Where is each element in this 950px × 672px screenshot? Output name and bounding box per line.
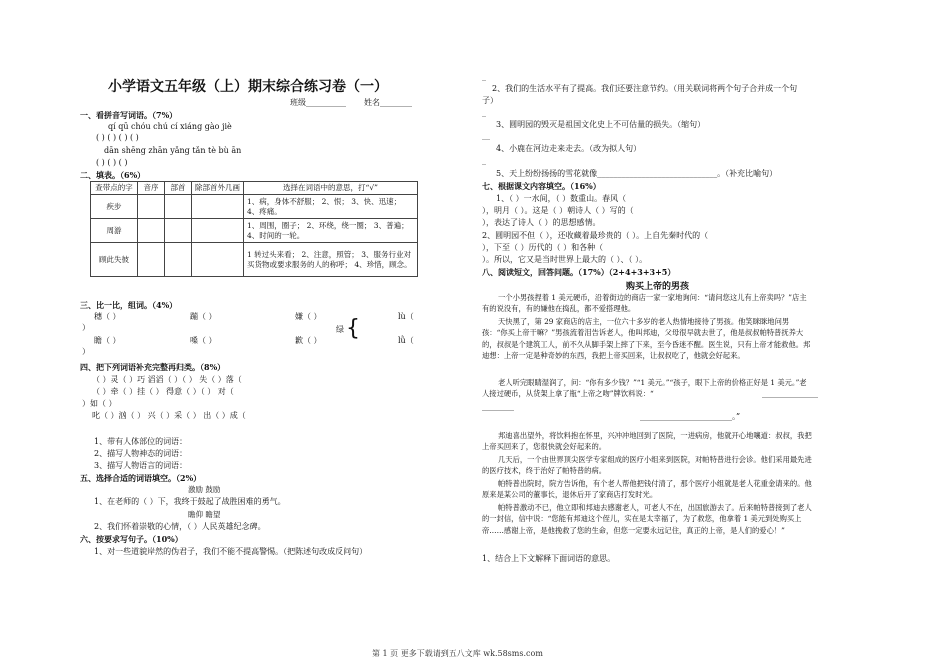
section-4-heading: 四、把下列词语补充完整再归类。（8%） xyxy=(80,362,226,372)
table-header-cell: 查带点的字 xyxy=(91,182,138,195)
pinyin-row-2: dān shēng zhān yǎng tǎn tè bù ān xyxy=(104,146,242,155)
table-row xyxy=(91,195,418,219)
word-options: 瞻仰 瞻望 xyxy=(188,510,221,519)
section-8-heading: 八、阅读短文，回答问题。（17%）（2+4+3+3+5） xyxy=(482,267,676,277)
row-word: 疾步 xyxy=(91,195,138,219)
section-1-heading: 一、看拼音写词语。（7%） xyxy=(80,110,178,120)
page-footer: 第 1 页 更多下载请到五八文库 wk.58sms.com xyxy=(372,649,543,658)
recall-line: ），下至（ ）历代的（ ）和各种（ xyxy=(482,243,604,252)
story-paragraph: 老人听完眼睛湿润了，问：“你有多少钱？”“1 美元。”“孩子，眼下上帝的价格正好是 1 美元。”老人接过硬币，从货架上拿了瓶“上帝之吻”牌饮料说：“ xyxy=(482,378,807,399)
sentence-question: 5、天上纷纷扬扬的雪花就像______________________________。（补充比喻句） xyxy=(496,169,778,178)
section-7-heading: 七、根据课文内容填空。（16%） xyxy=(482,181,601,191)
row-meanings: 1 转过头来看； 2、注意，照管； 3、服务行业对买货物或要求服务的人的称呼； 4、珍惜，顾念。 xyxy=(244,243,418,277)
blank-cell[interactable] xyxy=(192,219,244,243)
answer-blank-end[interactable]: _______________________。” xyxy=(640,412,741,421)
blank-cell[interactable] xyxy=(138,195,165,219)
recall-line: 2、圆明园不但（ ），还收藏着最珍贵的（ ）。上自先秦时代的（ xyxy=(482,231,709,240)
blank-cell[interactable] xyxy=(165,243,192,277)
row-word: 周游 xyxy=(91,219,138,243)
bracket-row-2: ( ) ( ) ( ) xyxy=(96,158,128,167)
table-header-cell: 选择在词语中的意思，打“√” xyxy=(244,182,418,195)
table-header-cell: 除部首外几画 xyxy=(192,182,244,195)
pinyin-row-1: qí qū chóu chú cí xiáng gào jiè xyxy=(108,122,232,131)
section-3-heading: 三、比一比，组词。（4%） xyxy=(80,300,178,310)
compare-item: 嗓（ ） xyxy=(190,336,217,345)
category-line: 2、描写人物神态的词语： xyxy=(94,449,188,458)
answer-blank[interactable]: ________ xyxy=(482,402,514,411)
page-title: 小学语文五年级（上）期末综合练习卷（一） xyxy=(108,79,388,95)
blank-cell[interactable] xyxy=(192,195,244,219)
compare-close: ） xyxy=(82,347,90,356)
category-line: 3、描写人物语言的词语： xyxy=(94,461,188,470)
sentence-question: 3、圆明园的毁灭是祖国文化史上不可估量的损失。（缩句） xyxy=(496,120,706,129)
section-6-heading: 六、按要求写句子。（10%） xyxy=(80,534,183,544)
compare-item: 穗（ ） xyxy=(94,312,121,321)
row-meanings: 1、病，身体不舒服； 2、恨； 3、快、迅速； 4、疼痛。 xyxy=(244,195,418,219)
idiom-line: ）如（ ） xyxy=(82,399,117,408)
table-header-row xyxy=(91,182,418,195)
bracket-row-1: ( ) ( ) ( ) ( ) xyxy=(96,133,139,142)
compare-item: 瞻（ ） xyxy=(94,336,121,345)
recall-line: ）。所以，它又是当时世界上最大的（ ）、（ ）。 xyxy=(482,255,648,264)
recall-line: 1、（ ）一水间，（ ）数重山。春风（ xyxy=(496,194,627,203)
compare-item: lǜ（ xyxy=(398,336,414,345)
fill-question: 1、在老师的（ ）下，我终于鼓起了战胜困难的勇气。 xyxy=(94,497,286,506)
idiom-line: （ ）灵（ ）巧 滔滔（ ）（ ） 失（ ）落（ xyxy=(92,375,242,384)
story-paragraph: 邦迪喜出望外，将饮料抱在怀里，兴冲冲地回到了医院，一进病房，他就开心地嚷道：叔叔，我把上帝买回来了，您很快就会好起来的。 xyxy=(482,431,812,452)
sentence-question: 4、小鹿在河边走来走去。（改为拟人句） xyxy=(496,144,642,153)
table-header-cell: 部首 xyxy=(165,182,192,195)
section-2-heading: 二、填表。（6%） xyxy=(80,170,146,180)
answer-line: _ xyxy=(482,156,486,165)
compare-item: 嫌（ ） xyxy=(295,312,322,321)
answer-line: _ xyxy=(482,72,486,81)
brace-icon: { xyxy=(346,316,360,341)
reading-question: 1、结合上下文解释下面词语的意思。 xyxy=(482,554,616,563)
name-field: 姓名________ xyxy=(364,98,412,107)
story-paragraph: 几天后，一个由世界顶尖医学专家组成的医疗小组来到医院，对帕特普进行会诊。他们采用最先进的医疗技术，终于治好了帕特普的病。 xyxy=(482,455,812,476)
sentence-question: 2、我们的生活水平有了提高。我们还要注意节约。（用关联词将两个句子合并成一个句 xyxy=(492,84,798,93)
story-paragraph: 天快黑了，第 29 家商店的店主，一位六十多岁的老人热情地接待了男孩。他笑眯眯地问男孩：“你买上帝干嘛？”男孩流着泪告诉老人，他叫邦迪，父母很早就去世了，他是叔叔帕特普抚养大的，叔叔是个建筑工人，前不久从脚手架上摔了下来，至今昏迷不醒。医生说，只有上帝才能救他。邦迪想：上帝一定是种奇妙的东西，我把上帝买回来，让叔叔吃了，他就会好起来。 xyxy=(482,317,811,361)
blank-cell[interactable] xyxy=(165,219,192,243)
compare-center-word: 绿 xyxy=(336,325,344,334)
fill-question: 2、我们怀着崇敬的心情，（ ）人民英雄纪念碑。 xyxy=(94,522,266,531)
blank-cell[interactable] xyxy=(138,243,165,277)
section-5-heading: 五、选择合适的词语填空。（2%） xyxy=(80,473,202,483)
row-word: 顾此失彼 xyxy=(91,243,138,277)
idiom-line: （ ）牵（ ）挂（ ） 得意（ ）（ ） 对（ xyxy=(92,387,234,396)
sentence-question: 1、对一些道貌岸然的伪君子，我们不能不提高警惕。（把陈述句改成反问句） xyxy=(94,547,368,556)
word-options: 激励 鼓励 xyxy=(188,485,221,494)
class-field: 班级__________ xyxy=(290,98,346,107)
table-header-cell: 音序 xyxy=(138,182,165,195)
sentence-question-cont: 子） xyxy=(482,96,498,105)
table-row xyxy=(91,219,418,243)
answer-line: _ xyxy=(482,108,486,117)
blank-cell[interactable] xyxy=(192,243,244,277)
compare-item: lù（ xyxy=(398,312,414,321)
category-line: 1、带有人体部位的词语： xyxy=(94,437,188,446)
recall-line: ），表达了诗人（ ）的思想感情。 xyxy=(482,218,601,227)
meaning-table xyxy=(90,181,418,277)
answer-blank[interactable]: ______________ xyxy=(762,389,818,398)
answer-line: __ xyxy=(482,131,490,140)
recall-line: ），明月（ ）。这是（ ）朝诗人（ ）写的（ xyxy=(482,206,634,215)
row-meanings: 1、周围，圈子； 2、环绕，绕一圈； 3、普遍； 4、时间的一轮。 xyxy=(244,219,418,243)
compare-item: 蹦（ ） xyxy=(190,312,217,321)
story-paragraph: 帕特普激动不已，他立即和邦迪去感谢老人，可老人不在，出国旅游去了。后来帕特普接到了老人的一封信，信中说：“您能有邦迪这个侄儿，实在是太幸福了，为了救您，他拿着 1 美元到处购买上帝……感谢上帝，是他挽救了您的生命，但您一定要永远记住，真正的上帝，是人们的爱心！” xyxy=(482,503,812,535)
story-paragraph: 帕特普出院时，院方告诉他，有个老人帮他把钱付清了，那个医疗小组就是老人花重金请来的。他原来是某公司的董事长，退休后开了家商店打发时光。 xyxy=(482,479,812,500)
table-row xyxy=(91,243,418,277)
blank-cell[interactable] xyxy=(165,195,192,219)
compare-close: ） xyxy=(82,323,90,332)
story-paragraph: 一个小男孩捏着 1 美元硬币，沿着街边的商店一家一家地询问：“请问您这儿有上帝卖吗？”店主有的说没有，有的嫌他在捣乱，都不爱搭理他。 xyxy=(482,293,807,314)
idiom-line: 叱（ ）汹（ ） 兴（ ）采（ ） 出（ ）成（ xyxy=(92,411,246,420)
story-title: 购买上帝的男孩 xyxy=(626,282,690,292)
blank-cell[interactable] xyxy=(138,219,165,243)
compare-item: 歉（ ） xyxy=(295,336,322,345)
